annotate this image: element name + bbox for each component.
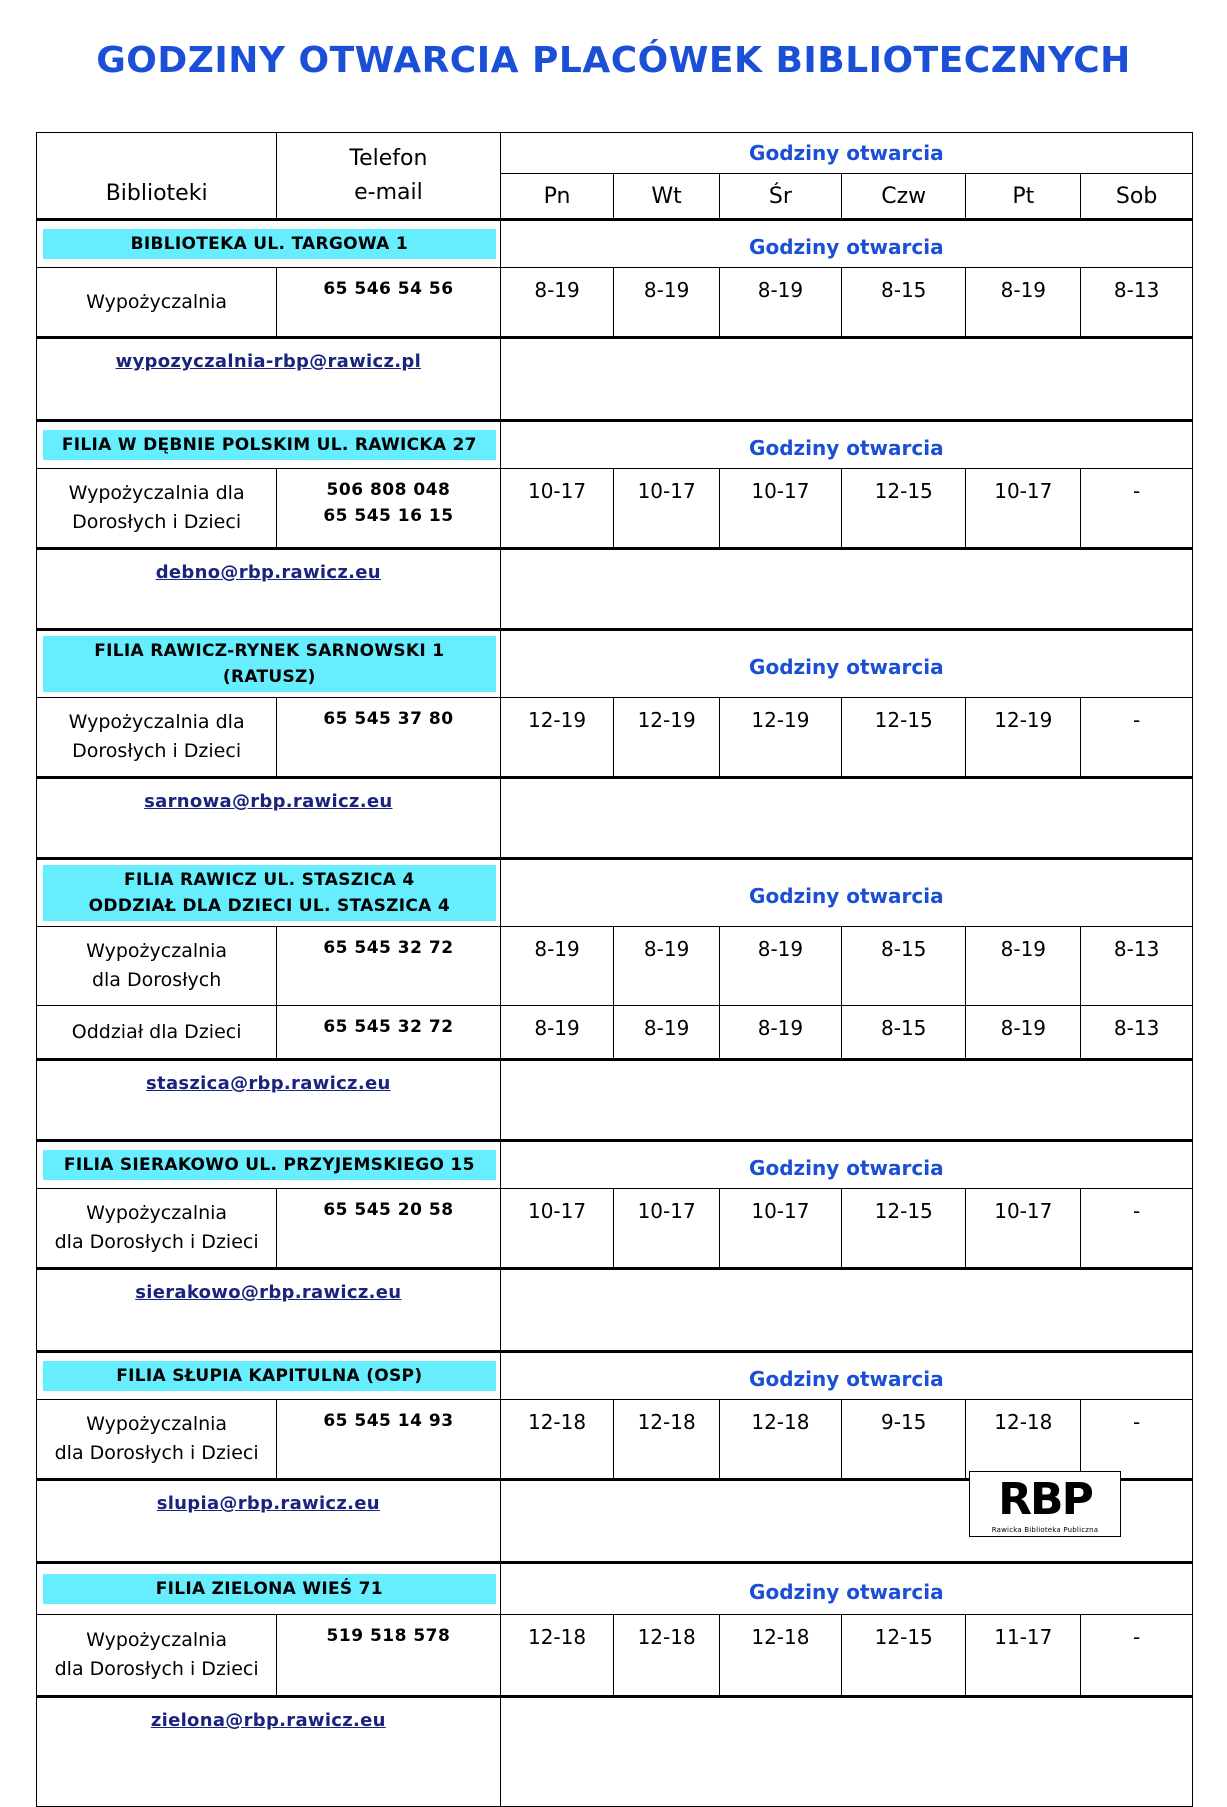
department-name-line: Wypożyczalnia dla [68,711,245,733]
library-title-row [37,1563,1193,1615]
department-name-line: Dorosłych i Dzieci [72,740,242,762]
department-name [37,1189,277,1269]
opening-hours-value: 12-15 [842,1615,966,1697]
logo-subtitle: Rawicka Biblioteka Publiczna [991,1526,1099,1534]
department-row [37,1400,1193,1480]
opening-hours-value: 8-15 [842,268,966,338]
library-name-line: ODDZIAŁ DLA DZIECI UL. STASZICA 4 [88,896,450,916]
department-name [37,469,277,549]
library-title-cell [37,1352,501,1400]
header-day: Pt [966,174,1081,220]
library-name-line: (RATUSZ) [222,667,316,687]
opening-hours-value: 10-17 [966,1189,1081,1269]
rbp-logo [969,1471,1121,1537]
opening-hours-value: 8-13 [1081,268,1193,338]
logo-text: RBP [998,1474,1092,1525]
opening-hours-value: 12-18 [966,1400,1081,1480]
department-name-line: Wypożyczalnia [86,940,228,962]
opening-hours-value: 8-19 [719,927,841,1006]
library-title-row [37,220,1193,268]
department-name-line: Wypożyczalnia [86,290,228,313]
email-row [37,778,1193,859]
opening-hours-value: 8-19 [500,1006,614,1060]
opening-hours-label: Godziny otwarcia [500,1563,1192,1615]
email-cell [37,549,501,630]
library-name-line: FILIA W DĘBNIE POLSKIM UL. RAWICKA 27 [61,435,477,455]
opening-hours-value: 8-19 [614,927,719,1006]
library-title-row [37,859,1193,927]
department-row [37,268,1193,338]
department-row [37,927,1193,1006]
email-row [37,1060,1193,1141]
department-name-line: Wypożyczalnia [86,1629,228,1651]
phone-number [277,1615,500,1697]
opening-hours-value: - [1081,698,1193,778]
department-name-line: dla Dorosłych i Dzieci [54,1231,259,1253]
library-name-line: FILIA ZIELONA WIEŚ 71 [155,1579,383,1599]
opening-hours-value: 8-19 [966,927,1081,1006]
opening-hours-value: 11-17 [966,1615,1081,1697]
opening-hours-value: 12-19 [614,698,719,778]
header-libraries [37,133,277,220]
phone-number [277,1400,500,1480]
opening-hours-value: 10-17 [966,469,1081,549]
phone-number-line: 65 546 54 56 [323,279,454,299]
department-name [37,268,277,338]
department-row [37,1006,1193,1060]
opening-hours-value: 8-13 [1081,1006,1193,1060]
library-title-cell [37,1563,501,1615]
email-cell [37,1060,501,1141]
phone-number [277,1189,500,1269]
department-row [37,1615,1193,1697]
library-name-line: FILIA SŁUPIA KAPITULNA (OSP) [116,1366,423,1386]
opening-hours-value: 12-19 [966,698,1081,778]
header-day: Czw [842,174,966,220]
email-cell [37,778,501,859]
opening-hours-value: - [1081,469,1193,549]
email-row [37,1269,1193,1352]
library-name-line: FILIA SIERAKOWO UL. PRZYJEMSKIEGO 15 [63,1155,475,1175]
opening-hours-value: - [1081,1615,1193,1697]
opening-hours-value: 8-19 [966,268,1081,338]
opening-hours-value: 12-15 [842,469,966,549]
email-row [37,338,1193,421]
opening-hours-value: 10-17 [614,1189,719,1269]
email-row-blank [500,549,1192,630]
library-title-cell [37,630,501,698]
email-row [37,1697,1193,1807]
opening-hours-value: 12-19 [719,698,841,778]
opening-hours-value: 10-17 [500,1189,614,1269]
phone-number [277,927,500,1006]
email-link[interactable]: wypozyczalnia-rbp@rawicz.pl [115,351,422,372]
department-name [37,698,277,778]
opening-hours-value: - [1081,1189,1193,1269]
phone-number [277,1006,500,1060]
library-title-cell [37,421,501,469]
header-email-label: e-mail [354,179,423,205]
library-name-line: FILIA RAWICZ UL. STASZICA 4 [124,870,415,890]
library-name [43,1361,496,1391]
department-name [37,1615,277,1697]
department-name-line: Dorosłych i Dzieci [72,511,242,533]
phone-number-line: 65 545 32 72 [323,938,454,958]
header-libraries-label: Biblioteki [105,180,208,206]
email-cell [37,1269,501,1352]
opening-hours-label: Godziny otwarcia [500,421,1192,469]
opening-hours-value: 12-18 [500,1400,614,1480]
library-name [43,636,496,692]
library-name-line: BIBLIOTEKA UL. TARGOWA 1 [130,234,408,254]
opening-hours-value: 8-19 [719,1006,841,1060]
email-row-blank [500,1060,1192,1141]
library-title-cell [37,1141,501,1189]
department-name [37,927,277,1006]
library-title-row [37,1141,1193,1189]
opening-hours-value: 10-17 [719,1189,841,1269]
opening-hours-value: 8-19 [500,927,614,1006]
phone-number-line: 65 545 20 58 [323,1200,454,1220]
department-name-line: Wypożyczalnia [86,1413,228,1435]
header-day: Pn [500,174,614,220]
opening-hours-value: 8-19 [614,1006,719,1060]
phone-number [277,469,500,549]
phone-number [277,268,500,338]
department-name-line: dla Dorosłych i Dzieci [54,1442,259,1464]
opening-hours-value: 9-15 [842,1400,966,1480]
department-name [37,1006,277,1060]
department-name-line: Oddział dla Dzieci [71,1020,242,1043]
phone-number-line: 506 808 048 [326,480,451,500]
library-name-line: FILIA RAWICZ-RYNEK SARNOWSKI 1 [94,641,445,661]
phone-number-line: 519 518 578 [326,1626,451,1646]
opening-hours-value: 12-18 [614,1615,719,1697]
opening-hours-value: 12-18 [500,1615,614,1697]
opening-hours-label: Godziny otwarcia [500,859,1192,927]
opening-hours-value: 12-15 [842,1189,966,1269]
phone-number-line: 65 545 16 15 [323,506,454,526]
email-row-blank [500,778,1192,859]
phone-number-line: 65 545 37 80 [323,709,454,729]
opening-hours-label: Godziny otwarcia [500,1141,1192,1189]
email-link[interactable]: zielona@rbp.rawicz.eu [150,1710,386,1731]
opening-hours-value: 12-18 [719,1615,841,1697]
email-link[interactable]: sarnowa@rbp.rawicz.eu [144,791,393,812]
header-day: Wt [614,174,719,220]
library-title-cell [37,859,501,927]
opening-hours-value: 12-19 [500,698,614,778]
department-name-line: dla Dorosłych [91,969,222,991]
library-name [43,229,496,259]
header-day: Sob [1081,174,1193,220]
header-opening-hours: Godziny otwarcia [500,133,1192,174]
email-row-blank [500,1269,1192,1352]
opening-hours-value: 8-19 [614,268,719,338]
opening-hours-value: 8-13 [1081,927,1193,1006]
opening-hours-value: 10-17 [500,469,614,549]
library-title-row [37,421,1193,469]
email-cell [37,338,501,421]
library-title-row [37,630,1193,698]
opening-hours-value: - [1081,1400,1193,1480]
opening-hours-value: 10-17 [614,469,719,549]
header-day: Śr [719,174,841,220]
header-phone-label: Telefon [349,145,428,171]
header-contact [277,133,500,220]
library-name [43,1150,496,1180]
email-row [37,549,1193,630]
department-name-line: Wypożyczalnia dla [68,482,245,504]
email-row-blank [500,338,1192,421]
header-row-top [37,133,1193,174]
department-row [37,1189,1193,1269]
email-link[interactable]: slupia@rbp.rawicz.eu [156,1493,380,1514]
email-link[interactable]: debno@rbp.rawicz.eu [155,562,381,583]
page-title: GODZINY OTWARCIA PLACÓWEK BIBLIOTECZNYCH [96,40,1131,81]
email-cell [37,1697,501,1807]
opening-hours-value: 12-15 [842,698,966,778]
opening-hours-value: 12-18 [719,1400,841,1480]
opening-hours-table [36,132,1193,1807]
email-link[interactable]: sierakowo@rbp.rawicz.eu [135,1282,402,1303]
phone-number-line: 65 545 14 93 [323,1411,454,1431]
library-title-cell [37,220,501,268]
email-cell [37,1480,501,1563]
library-name [43,865,496,921]
opening-hours-label: Godziny otwarcia [500,630,1192,698]
phone-number-line: 65 545 32 72 [323,1017,454,1037]
opening-hours-value: 8-19 [966,1006,1081,1060]
opening-hours-label: Godziny otwarcia [500,220,1192,268]
phone-number [277,698,500,778]
library-name [43,1574,496,1604]
library-title-row [37,1352,1193,1400]
department-row [37,469,1193,549]
opening-hours-label: Godziny otwarcia [500,1352,1192,1400]
library-name [43,430,496,460]
department-name-line: Wypożyczalnia [86,1202,228,1224]
opening-hours-value: 12-18 [614,1400,719,1480]
opening-hours-value: 8-15 [842,927,966,1006]
department-name [37,1400,277,1480]
email-link[interactable]: staszica@rbp.rawicz.eu [146,1073,391,1094]
email-row-blank [500,1697,1192,1807]
department-name-line: dla Dorosłych i Dzieci [54,1658,259,1680]
opening-hours-value: 8-15 [842,1006,966,1060]
opening-hours-value: 8-19 [500,268,614,338]
department-row [37,698,1193,778]
opening-hours-value: 10-17 [719,469,841,549]
opening-hours-value: 8-19 [719,268,841,338]
